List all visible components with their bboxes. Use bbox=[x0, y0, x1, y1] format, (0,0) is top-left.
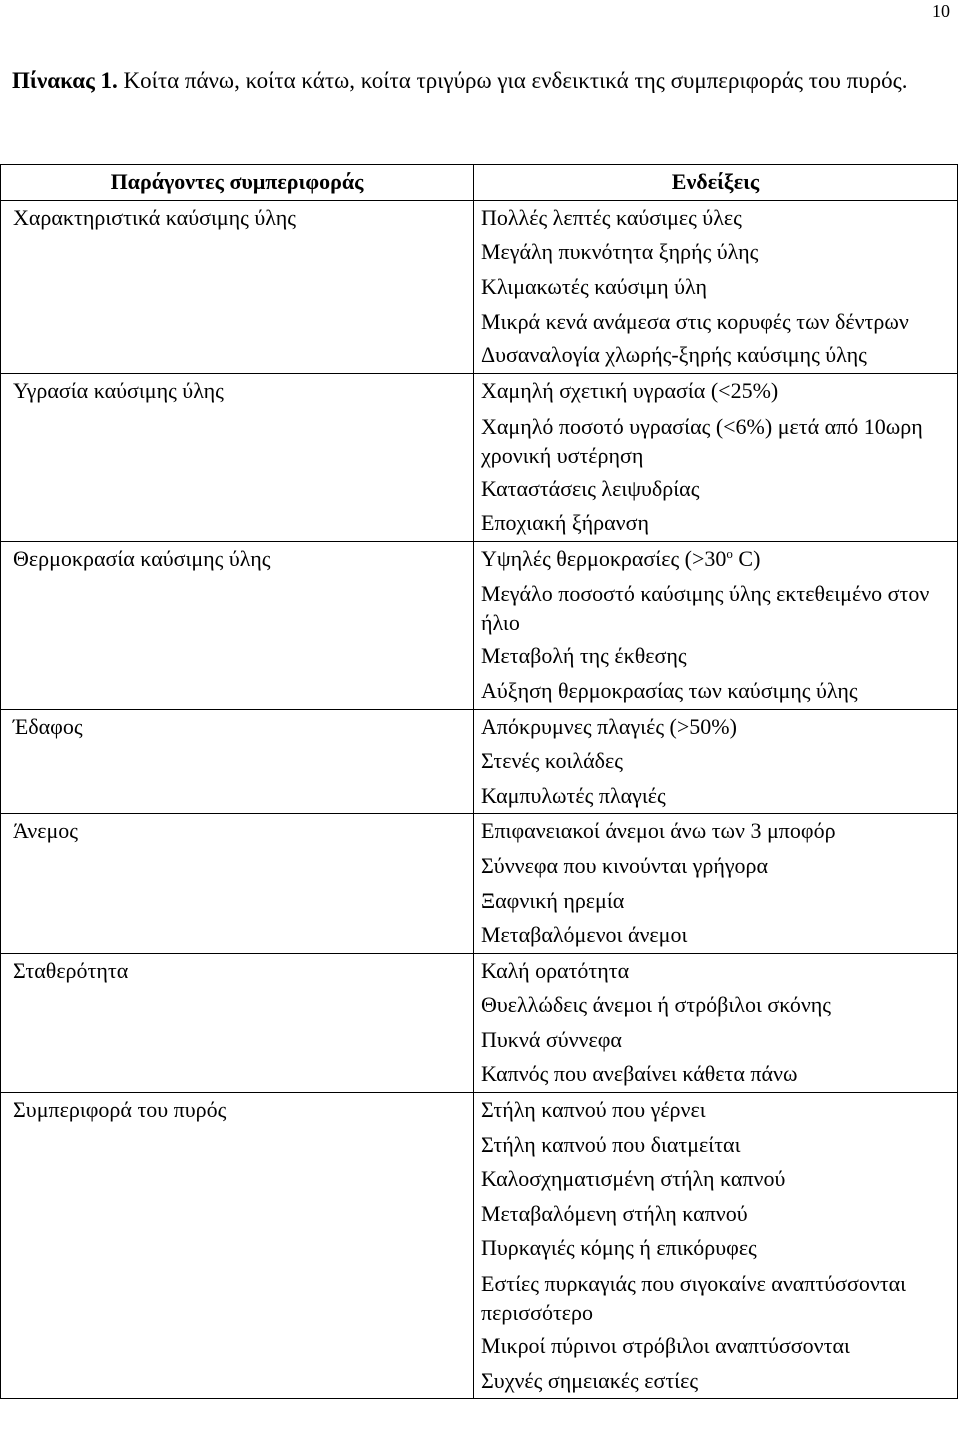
table-row bbox=[1, 814, 958, 953]
indication-text: Υψηλές θερμοκρασίες (>30 bbox=[481, 545, 727, 571]
factor-cell: Σταθερότητα bbox=[1, 953, 474, 1092]
indication-item: Χαμηλή σχετική υγρασία (<25%) bbox=[481, 377, 779, 403]
indications-cell bbox=[474, 541, 958, 709]
indication-item bbox=[481, 542, 953, 577]
indications-cell bbox=[474, 709, 958, 814]
indication-item: Πυκνά σύννεφα bbox=[481, 1026, 622, 1052]
indication-item: Καπνός που ανεβαίνει κάθετα πάνω bbox=[481, 1061, 798, 1087]
indication-item: Απόκρυμνες πλαγιές (>50%) bbox=[481, 713, 737, 739]
indication-item: Κλιμακωτές καύσιμη ύλη bbox=[481, 273, 707, 299]
indication-item: Καλή ορατότητα bbox=[481, 957, 630, 983]
column-header-factors: Παράγοντες συμπεριφοράς bbox=[1, 165, 474, 201]
indication-item: Πολλές λεπτές καύσιμες ύλες bbox=[481, 204, 742, 230]
fire-behavior-table bbox=[0, 164, 958, 1399]
table-header-row bbox=[1, 165, 958, 201]
indication-item: Θυελλώδεις άνεμοι ή στρόβιλοι σκόνης bbox=[481, 992, 832, 1018]
table-row bbox=[1, 709, 958, 814]
indication-item: Καμπυλωτές πλαγιές bbox=[481, 782, 666, 808]
indication-item: Δυσαναλογία χλωρής-ξηρής καύσιμης ύλης bbox=[481, 342, 867, 368]
indications-cell bbox=[474, 953, 958, 1092]
factor-cell: Συμπεριφορά του πυρός bbox=[1, 1093, 474, 1399]
indication-item: Μικρά κενά ανάμεσα στις κορυφές των δέντρων bbox=[481, 309, 909, 335]
indication-item: Μικροί πύρινοι στρόβιλοι αναπτύσσονται bbox=[481, 1333, 850, 1359]
indication-item: Εποχιακή ξήρανση bbox=[481, 510, 649, 536]
indications-cell bbox=[474, 200, 958, 373]
indication-item: Μεγάλο ποσοστό καύσιμης ύλης εκτεθειμένο στον ήλιο bbox=[481, 581, 930, 636]
indication-item: Στενές κοιλάδες bbox=[481, 748, 623, 774]
table-row bbox=[1, 953, 958, 1092]
indication-item: Πυρκαγιές κόμης ή επικόρυφες bbox=[481, 1235, 757, 1261]
caption-label: Πίνακας 1. bbox=[12, 68, 118, 93]
factor-cell: Θερμοκρασία καύσιμης ύλης bbox=[1, 541, 474, 709]
caption-text: Κοίτα πάνω, κοίτα κάτω, κοίτα τριγύρω για ενδεικτικά της συμπεριφοράς του πυρός. bbox=[117, 68, 908, 93]
table-row bbox=[1, 373, 958, 541]
indication-item: Μεταβολή της έκθεσης bbox=[481, 643, 687, 669]
factor-cell: Άνεμος bbox=[1, 814, 474, 953]
table-row bbox=[1, 541, 958, 709]
indication-item: Εστίες πυρκαγιάς που σιγοκαίνε αναπτύσσονται περισσότερο bbox=[481, 1271, 907, 1326]
page-number: 10 bbox=[932, 1, 950, 21]
indications-cell bbox=[474, 373, 958, 541]
indication-item: Σύννεφα που κινούνται γρήγορα bbox=[481, 852, 769, 878]
indication-item: Μεγάλη πυκνότητα ξηρής ύλης bbox=[481, 239, 759, 265]
indication-item: Επιφανειακοί άνεμοι άνω των 3 μποφόρ bbox=[481, 818, 836, 844]
indication-item: Καταστάσεις λειψυδρίας bbox=[481, 475, 700, 501]
indication-item: Στήλη καπνού που διατμείται bbox=[481, 1131, 741, 1157]
table-row bbox=[1, 1093, 958, 1399]
indication-suffix: C) bbox=[732, 545, 761, 571]
indications-cell bbox=[474, 1093, 958, 1399]
indication-item: Αύξηση θερμοκρασίας των καύσιμης ύλης bbox=[481, 677, 858, 703]
indication-item: Χαμηλό ποσοτό υγρασίας (<6%) μετά από 10ωρη χρονική υστέρηση bbox=[481, 413, 923, 468]
indication-item: Μεταβαλόμενοι άνεμοι bbox=[481, 922, 688, 948]
indication-item: Ξαφνική ηρεμία bbox=[481, 887, 625, 913]
indication-item: Μεταβαλόμενη στήλη καπνού bbox=[481, 1200, 748, 1226]
indication-item: Στήλη καπνού που γέρνει bbox=[481, 1097, 706, 1123]
table-row bbox=[1, 200, 958, 373]
table-caption bbox=[12, 66, 952, 96]
indication-item: Συχνές σημειακές εστίες bbox=[481, 1367, 699, 1393]
column-header-indications: Ενδείξεις bbox=[474, 165, 958, 201]
factor-cell: Υγρασία καύσιμης ύλης bbox=[1, 373, 474, 541]
factor-cell: Χαρακτηριστικά καύσιμης ύλης bbox=[1, 200, 474, 373]
indications-cell bbox=[474, 814, 958, 953]
degree-superscript: ο bbox=[726, 545, 733, 561]
factor-cell: Έδαφος bbox=[1, 709, 474, 814]
indication-item: Καλοσχηματισμένη στήλη καπνού bbox=[481, 1166, 786, 1192]
